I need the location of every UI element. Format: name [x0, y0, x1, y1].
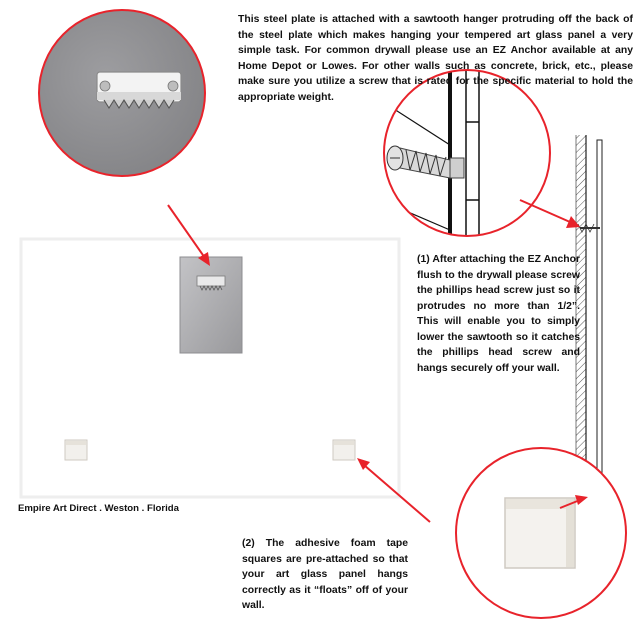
sawtooth-hanger-closeup — [97, 72, 181, 108]
glass-panel-back — [20, 238, 400, 498]
arrow-to-wall-anchor — [520, 200, 580, 228]
steel-plate — [180, 257, 242, 353]
step-1-paragraph: (1) After attaching the EZ Anchor flush to the drywall please screw the phillips head screw just so it protrudes no more than 1/2”. This will enable you to simply lower the sawtooth so it catches the phillips head screw and hangs securely off your wall. — [417, 254, 580, 374]
zoom-circle-foam — [450, 445, 630, 625]
zoom-circle-sawtooth — [30, 0, 220, 190]
company-credit: Empire Art Direct . Weston . Florida — [18, 503, 179, 514]
intro-paragraph: This steel plate is attached with a sawtooth hanger protruding off the back of the steel plate which makes hanging your tempered art glass panel a very simple task. For common drywall please use an EZ Anchor available at any Home Depot or Lowes. For other walls such as concrete, brick, etc., please make sure you utilize a screw that is rated for the specific material to hold the appropriate weight. — [238, 14, 633, 103]
foam-square-right — [333, 440, 355, 460]
sawtooth-hanger-small — [197, 276, 225, 290]
step-2-paragraph: (2) The adhesive foam tape squares are pre-attached so that your art glass panel hangs correctly as it “floats” off of your wall. — [242, 538, 408, 611]
foam-square-left — [65, 440, 87, 460]
